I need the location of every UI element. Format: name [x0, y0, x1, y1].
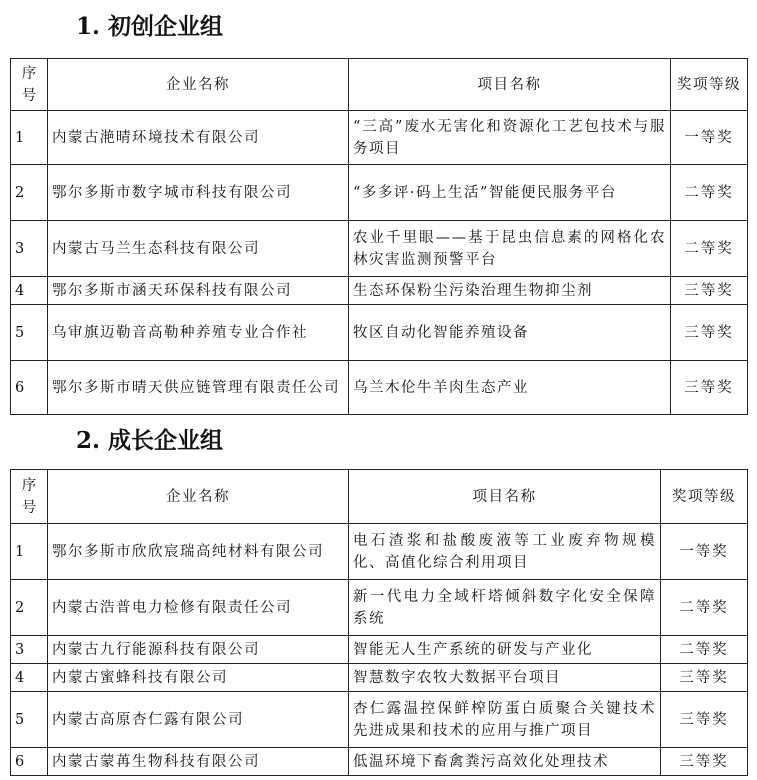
header-index: 序号 [11, 470, 48, 524]
row-company: 鄂尔多斯市欣欣宸瑞高纯材料有限公司 [48, 524, 349, 580]
row-project: 生态环保粉尘污染治理生物抑尘剂 [349, 277, 671, 305]
row-index: 3 [11, 221, 48, 277]
table-row [11, 524, 748, 580]
header-project: 项目名称 [349, 59, 671, 111]
row-company: 内蒙古九行能源科技有限公司 [48, 636, 349, 664]
row-index: 6 [11, 748, 48, 776]
row-index: 1 [11, 524, 48, 580]
row-project: 乌兰木伦牛羊肉生态产业 [349, 361, 671, 415]
header-award: 奖项等级 [671, 59, 748, 111]
header-award: 奖项等级 [661, 470, 748, 524]
row-award: 二等奖 [671, 165, 748, 221]
row-index: 5 [11, 305, 48, 361]
row-index: 1 [11, 111, 48, 165]
header-company: 企业名称 [48, 59, 349, 111]
row-award: 三等奖 [671, 305, 748, 361]
row-project: 农业千里眼——基于昆虫信息素的网格化农林灾害监测预警平台 [349, 221, 671, 277]
row-index: 2 [11, 580, 48, 636]
row-project: 牧区自动化智能养殖设备 [349, 305, 671, 361]
row-company: 鄂尔多斯市数字城市科技有限公司 [48, 165, 349, 221]
row-award: 二等奖 [661, 580, 748, 636]
row-project: 电石渣浆和盐酸废液等工业废弃物规模化、高值化综合利用项目 [349, 524, 661, 580]
row-project: 杏仁露温控保鲜榨防蛋白质聚合关键技术先进成果和技术的应用与推广项目 [349, 692, 661, 748]
row-project: 智能无人生产系统的研发与产业化 [349, 636, 661, 664]
row-company: 内蒙古浩普电力检修有限责任公司 [48, 580, 349, 636]
row-index: 5 [11, 692, 48, 748]
row-company: 鄂尔多斯市晴天供应链管理有限责任公司 [48, 361, 349, 415]
row-award: 二等奖 [671, 221, 748, 277]
row-award: 一等奖 [661, 524, 748, 580]
row-company: 内蒙古蒙苒生物科技有限公司 [48, 748, 349, 776]
table-row [11, 305, 748, 361]
table-header-row [11, 59, 748, 111]
growth-awards-table [10, 469, 748, 776]
row-company: 内蒙古马兰生态科技有限公司 [48, 221, 349, 277]
row-index: 3 [11, 636, 48, 664]
row-project: “三高”废水无害化和资源化工艺包技术与服务项目 [349, 111, 671, 165]
table-header-row [11, 470, 748, 524]
header-project: 项目名称 [349, 470, 661, 524]
row-award: 一等奖 [671, 111, 748, 165]
row-award: 三等奖 [671, 277, 748, 305]
row-company: 内蒙古高原杏仁露有限公司 [48, 692, 349, 748]
row-award: 三等奖 [661, 692, 748, 748]
row-project: 智慧数字农牧大数据平台项目 [349, 664, 661, 692]
row-project: “多多评·码上生活”智能便民服务平台 [349, 165, 671, 221]
table-row [11, 361, 748, 415]
row-project: 低温环境下畜禽粪污高效化处理技术 [349, 748, 661, 776]
table-row [11, 221, 748, 277]
table-row [11, 748, 748, 776]
startup-awards-table [10, 58, 748, 415]
header-company: 企业名称 [48, 470, 349, 524]
table-row [11, 580, 748, 636]
table-row [11, 111, 748, 165]
row-index: 4 [11, 277, 48, 305]
row-award: 三等奖 [661, 664, 748, 692]
row-company: 鄂尔多斯市涵天环保科技有限公司 [48, 277, 349, 305]
table-row [11, 664, 748, 692]
row-project: 新一代电力全域杆塔倾斜数字化安全保障系统 [349, 580, 661, 636]
table-row [11, 277, 748, 305]
table-row [11, 692, 748, 748]
row-index: 6 [11, 361, 48, 415]
row-award: 三等奖 [661, 748, 748, 776]
row-award: 二等奖 [661, 636, 748, 664]
row-company: 内蒙古蜜蜂科技有限公司 [48, 664, 349, 692]
table-row [11, 165, 748, 221]
table-row [11, 636, 748, 664]
section-1-title: 1. 初创企业组 [76, 13, 224, 40]
row-company: 乌审旗迈勒音高勒种养殖专业合作社 [48, 305, 349, 361]
header-index: 序号 [11, 59, 48, 111]
row-award: 三等奖 [671, 361, 748, 415]
row-index: 2 [11, 165, 48, 221]
row-index: 4 [11, 664, 48, 692]
section-2-title: 2. 成长企业组 [76, 427, 224, 454]
row-company: 内蒙古滟晴环境技术有限公司 [48, 111, 349, 165]
